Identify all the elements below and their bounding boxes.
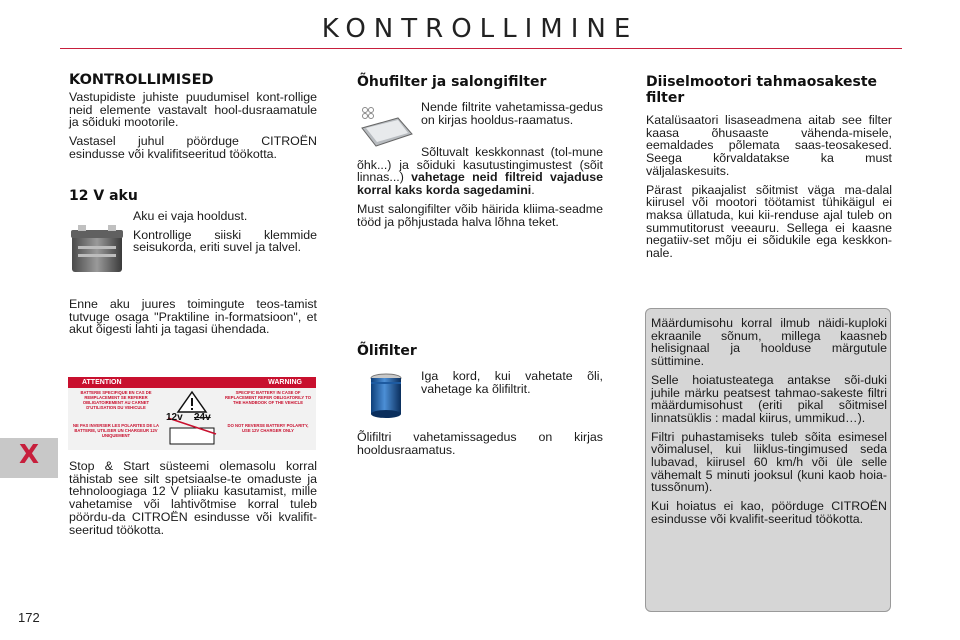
sticker-band: [68, 377, 316, 388]
diesel-paragraph-2: Pärast pikaajalist sõitmist väga ma-dalal kiirusel või mootori töötamist tühikäigul ei maksa üllatuda, kui kii-renduse ajal tuleb on summutitorust veeauru. Sellega ei kaasne negatiiv-set mõju ei sõidukile ega keskkon-nale.: [646, 182, 892, 261]
sticker-warning-label: WARNING: [268, 379, 302, 386]
battery-icon: [68, 222, 126, 274]
section-heading-oil-filter: Õlifilter: [357, 343, 417, 359]
section-heading-battery: 12 V aku: [69, 188, 138, 204]
battery-paragraph-1: Aku ei vaja hooldust.: [133, 209, 248, 223]
air-paragraph-2a: Sõltuvalt keskkonnast (tol-mune õhk...) ja sõiduki kasutustingimustest (sõit linnas...): [357, 145, 603, 185]
diesel-paragraph-1: Katalüsaatori lisaseadmena aitab see filter kaasa õhusaaste vähenda-misele, eemaldades põlemata saas-teosakesed. Seega kõrvaldatakse ka must väljalaskesuits.: [646, 113, 892, 178]
oil-paragraph-1: Iga kord, kui vahetate õli, vahetage ka õlifiltrit.: [421, 369, 603, 396]
battery-paragraph-2: Kontrollige siiski klemmide seisukorda, eriti suvel ja talvel.: [133, 227, 317, 255]
air-text-combined: [357, 146, 603, 234]
sticker-center-graphic: [164, 390, 220, 448]
air-text-right: [421, 101, 603, 132]
note-paragraph-3: Filtri puhastamiseks tuleb sõita esimesel võimalusel, kui liiklus-tingimused seda lubavad, kiirusel 60 km/h või üle selle vähemalt 5 minuti jooksul (kuni kaob hoia-tussõnum).: [651, 429, 887, 495]
battery-text-right: [133, 210, 317, 260]
sticker-attention-label: ATTENTION: [82, 379, 122, 386]
checks-paragraph-2: Vastasel juhul pöörduge CITROËN esindusse või kvalifitseeritud töökotta.: [69, 134, 317, 161]
checks-paragraph-1: Vastupidiste juhiste puudumisel kont-rollige neid elemente vastavalt hool-dusraamatule ja sõiduki mootorile.: [69, 90, 317, 130]
stop-start-paragraph: Stop & Start süsteemi olemasolu korral tähistab see silt spetsiaalse-te omaduste ja tehnoloogiaga 12 V pliiaku kasutamist, mille vahetamise või lahtivõtmise korral tuleb pöördu-da CITROËN esindusse või kvalifit-seeritud töökotta.: [69, 459, 317, 537]
section-heading-air-filter: Õhufilter ja salongifilter: [357, 74, 547, 90]
chapter-tab: [0, 438, 58, 478]
diesel-note-box: [645, 308, 891, 612]
note-text: [651, 317, 887, 532]
oil-paragraph-2: Õlifiltri vahetamissagedus on kirjas hooldusraamatus.: [357, 430, 603, 457]
page-title: KONTROLLIMINE: [321, 14, 639, 44]
chapter-tab-label: X: [18, 440, 40, 470]
sticker-24v: 24v: [194, 412, 211, 423]
stop-start-text: [69, 460, 317, 542]
battery-warning-sticker: [68, 377, 316, 450]
air-paragraph-3: Must salongifilter võib häirida kliima-seadme tööd ja põhjustada halva lõhna teket.: [357, 201, 603, 229]
oil-text-right: [421, 370, 603, 401]
sticker-12v: 12v: [166, 412, 183, 423]
sticker-right-bottom: DO NOT REVERSE BATTERY POLARITY, USE 12V CHARGER ONLY: [227, 423, 309, 433]
section-heading-checks: KONTROLLIMISED: [69, 72, 214, 88]
air-paragraph-1: Nende filtrite vahetamissa-gedus on kirjas hooldus-raamatus.: [421, 100, 603, 127]
battery-text-below: [69, 298, 317, 342]
air-filter-icon: [358, 104, 414, 152]
title-rule: [60, 48, 902, 49]
air-paragraph-2: [357, 146, 603, 197]
diesel-text: [646, 114, 892, 266]
note-paragraph-1: Määrdumisohu korral ilmub näidi-kuploki ekraanile sõnum, millega kaasneb helisignaal ja hoolduse märgutule süttimine.: [651, 316, 887, 369]
sticker-left-bottom: NE PAS INVERSER LES POLARITES DE LA BATTERIE, UTILISER UN CHARGEUR 12V UNIQUEMENT: [72, 423, 159, 438]
sticker-right-text: SPECIFIC BATTERY IN CASE OF REPLACEMENT REFER OBLIGATORILY TO THE HANDBOOK OF THE VEHICLE: [224, 390, 312, 405]
note-paragraph-4: Kui hoiatus ei kao, pöörduge CITROËN esindusse või kvalifit-seeritud töökotta.: [651, 499, 887, 526]
sticker-left-text: BATTERIE SPECIFIQUE EN CAS DE REMPLACEMENT SE REFERER OBLIGATOIREMENT AU CARNET D'UTILISATION DU VEHICULE: [80, 390, 152, 410]
section-heading-diesel-filter: Diiselmootori tahmaosakeste filter: [646, 74, 878, 106]
page-number: 172: [18, 610, 40, 625]
air-paragraph-2c: .: [531, 183, 535, 198]
air-paragraph-2b: vahetage neid filtreid vajaduse korral kaks korda sagedamini: [357, 170, 603, 198]
checks-text: [69, 91, 317, 167]
oil-text-below: [357, 431, 603, 462]
note-paragraph-2: Selle hoiatusteatega antakse sõi-duki juhile märku peatsest tahmao-sakeste filtri määrdumisohust (eriti pikal sõitmisel linnatsüklis : madal kiirus, ummikud…).: [651, 372, 887, 425]
battery-paragraph-3: Enne aku juures toimingute teos-tamist tutvuge osaga "Praktiline in-formatsioon", et akut õigesti lahti ja tagasi ühendada.: [69, 297, 317, 337]
oil-filter-icon: [368, 372, 404, 420]
